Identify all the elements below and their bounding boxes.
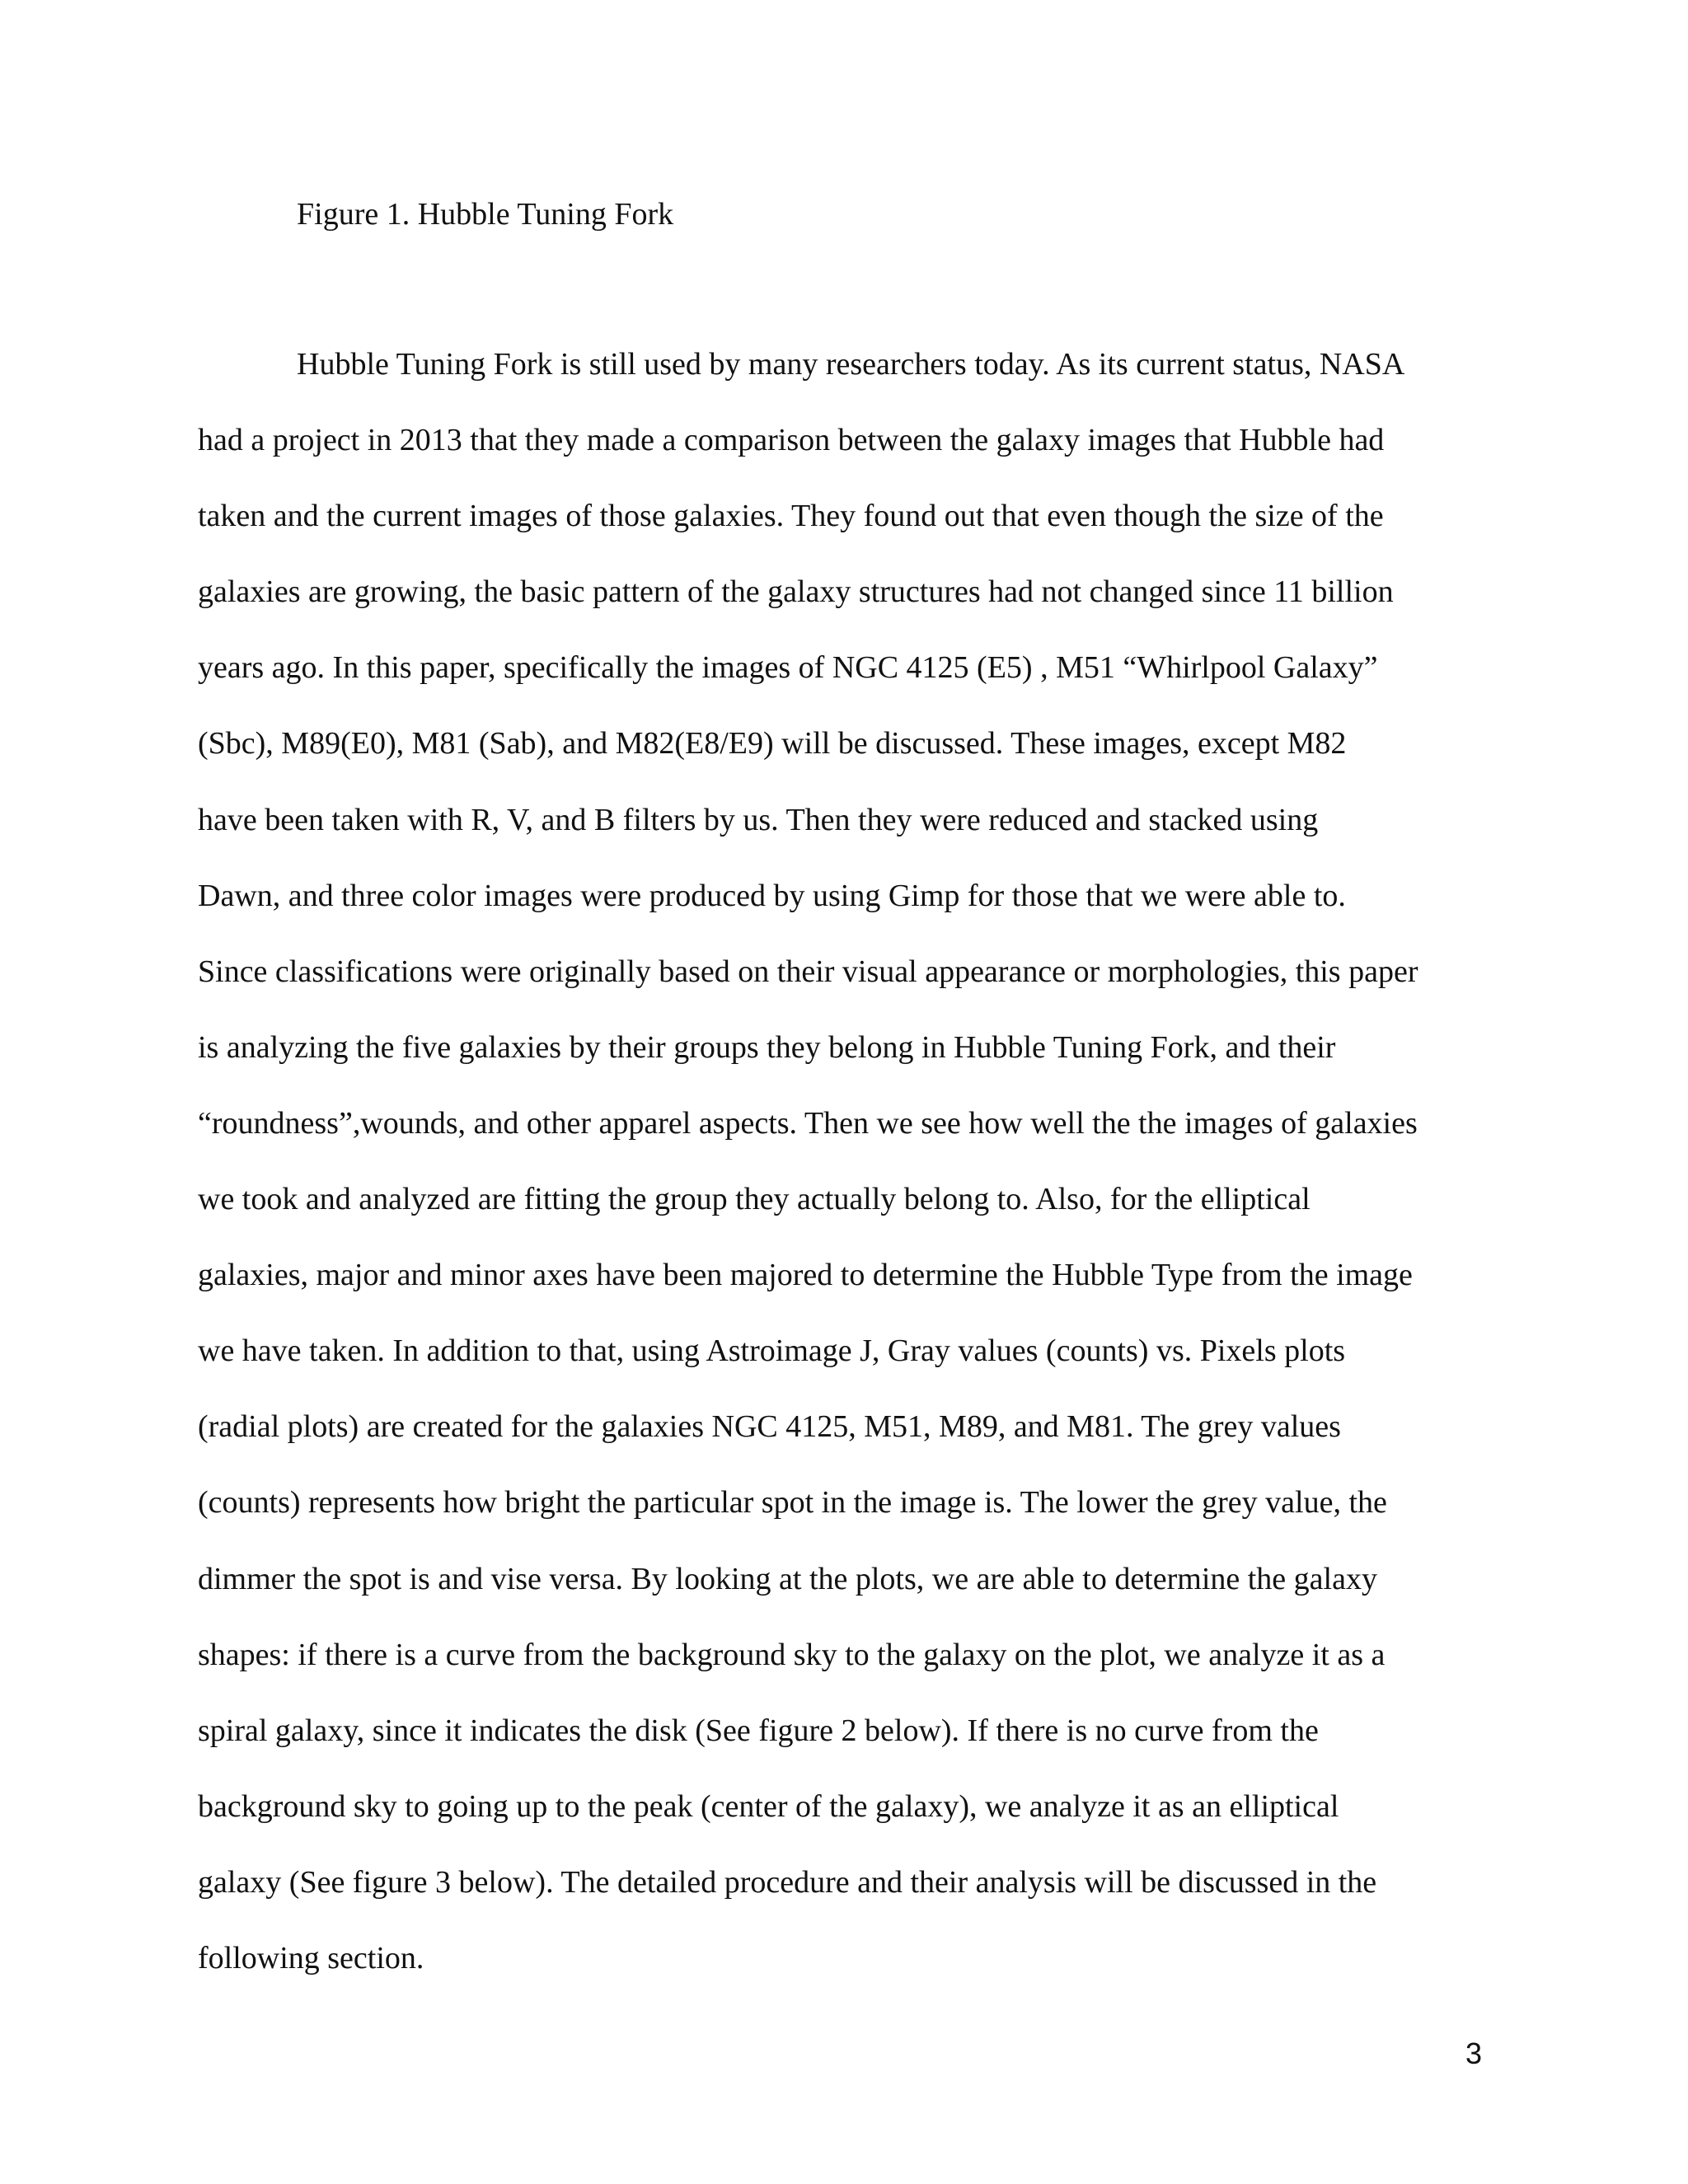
paragraph-line: had a project in 2013 that they made a comparison between the galaxy images that Hubble had bbox=[198, 423, 1385, 458]
paragraph-line: galaxies, major and minor axes have been majored to determine the Hubble Type from the image bbox=[198, 1258, 1413, 1293]
page-number: 3 bbox=[1465, 2036, 1483, 2070]
paragraph-line: is analyzing the five galaxies by their groups they belong in Hubble Tuning Fork, and their bbox=[198, 1029, 1336, 1065]
paragraph-line: spiral galaxy, since it indicates the disk (See figure 2 below). If there is no curve from the bbox=[198, 1713, 1319, 1748]
paragraph-line: galaxies are growing, the basic pattern of the galaxy structures had not changed since 11 billion bbox=[198, 574, 1394, 610]
paragraph-line: have been taken with R, V, and B filters by us. Then they were reduced and stacked using bbox=[198, 802, 1319, 837]
paragraph-line: (Sbc), M89(E0), M81 (Sab), and M82(E8/E9) will be discussed. These images, except M82 bbox=[198, 726, 1347, 762]
paragraph-line: dimmer the spot is and vise versa. By looking at the plots, we are able to determine the galaxy bbox=[198, 1561, 1377, 1596]
paragraph-line: we took and analyzed are fitting the group they actually belong to. Also, for the elliptical bbox=[198, 1182, 1311, 1217]
paragraph-line: background sky to going up to the peak (center of the galaxy), we analyze it as an elliptical bbox=[198, 1788, 1339, 1824]
paragraph-line: years ago. In this paper, specifically the images of NGC 4125 (E5) , M51 “Whirlpool Galaxy” bbox=[198, 650, 1378, 686]
body-paragraph bbox=[198, 340, 1500, 2009]
figure-caption: Figure 1. Hubble Tuning Fork bbox=[297, 197, 674, 232]
paragraph-line: (counts) represents how bright the particular spot in the image is. The lower the grey value, the bbox=[198, 1485, 1387, 1521]
paragraph-line: Hubble Tuning Fork is still used by many researchers today. As its current status, NASA bbox=[297, 347, 1405, 382]
paragraph-line: Dawn, and three color images were produced by using Gimp for those that we were able to. bbox=[198, 878, 1346, 913]
paragraph-line: “roundness”,wounds, and other apparel aspects. Then we see how well the the images of galaxies bbox=[198, 1105, 1418, 1141]
paragraph-line: taken and the current images of those galaxies. They found out that even though the size of the bbox=[198, 499, 1384, 534]
paragraph-line: Since classifications were originally based on their visual appearance or morphologies, this paper bbox=[198, 954, 1418, 989]
paragraph-line: following section. bbox=[198, 1940, 424, 1975]
paragraph-line: (radial plots) are created for the galaxies NGC 4125, M51, M89, and M81. The grey values bbox=[198, 1409, 1341, 1445]
paragraph-line: we have taken. In addition to that, using Astroimage J, Gray values (counts) vs. Pixels plots bbox=[198, 1333, 1346, 1369]
paragraph-line: galaxy (See figure 3 below). The detailed procedure and their analysis will be discussed in the bbox=[198, 1864, 1377, 1900]
paragraph-line: shapes: if there is a curve from the background sky to the galaxy on the plot, we analyze it as a bbox=[198, 1637, 1386, 1672]
